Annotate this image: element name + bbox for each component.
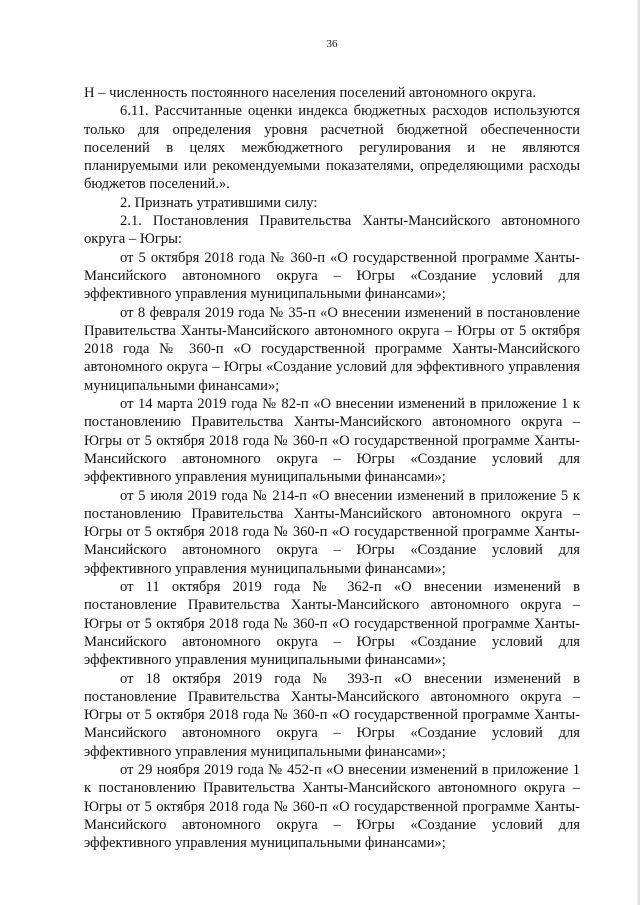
list-item-resolution-362p: от 11 октября 2019 года № 362-п «О внесении изменений в постановление Правительства Ханты-Мансийского автономного округа – Югры от 5 октября 2018 года № 360-п «О государственной программе Ханты-Мансийского автономного округа – Югры «Создание условий для эффективного управления муниципальными финансами»;: [84, 579, 580, 669]
list-item-resolution-35p: от 8 февраля 2019 года № 35-п «О внесении изменений в постановление Правительства Ханты-Мансийского автономного округа – Югры от 5 октября 2018 года № 360-п «О государственной программе Ханты-Мансийского автономного округа – Югры «Создание условий для эффективного управления муниципальными финансами»;: [84, 304, 580, 394]
paragraph-2-1: 2.1. Постановления Правительства Ханты-Мансийского автономного округа – Югры:: [84, 213, 580, 248]
list-item-resolution-452p: от 29 ноября 2019 года № 452-п «О внесении изменений в приложение 1 к постановлению Правительства Ханты-Мансийского автономного округа – Югры от 5 октября 2018 года № 360-п «О государственной программе Ханты-Мансийского автономного округа – Югры «Создание условий для эффективного управления муниципальными финансами»;: [84, 761, 580, 852]
paragraph-6-11: 6.11. Рассчитанные оценки индекса бюджетных расходов используются только для определения уровня расчетной бюджетной обеспеченности поселений в целях межбюджетного регулирования и не являются планируемыми или рекомендуемыми показателями, определяющими расходы бюджетов поселений.».: [84, 103, 580, 193]
list-item-resolution-393p: от 18 октября 2019 года № 393-п «О внесении изменений в постановление Правительства Ханты-Мансийского автономного округа – Югры от 5 октября 2018 года № 360-п «О государственной программе Ханты-Мансийского автономного округа – Югры «Создание условий для эффективного управления муниципальными финансами»;: [84, 670, 580, 760]
list-item-resolution-360p: от 5 октября 2018 года № 360-п «О государственной программе Ханты-Мансийского автономного округа – Югры «Создание условий для эффективного управления муниципальными финансами»;: [84, 249, 580, 303]
paragraph-population-definition: Н – численность постоянного населения поселений автономного округа.: [84, 85, 537, 101]
list-item-resolution-82p: от 14 марта 2019 года № 82-п «О внесении изменений в приложение 1 к постановлению Правительства Ханты-Мансийского автономного округа – Югры от 5 октября 2018 года № 360-п «О государственной программе Ханты-Мансийского автономного округа – Югры «Создание условий для эффективного управления муниципальными финансами»;: [84, 396, 580, 486]
page-number: 36: [326, 38, 338, 50]
paragraph-repeal-heading: 2. Признать утратившими силу:: [120, 194, 318, 211]
list-item-resolution-214p: от 5 июля 2019 года № 214-п «О внесении изменений в приложение 5 к постановлению Правительства Ханты-Мансийского автономного округа – Югры от 5 октября 2018 года № 360-п «О государственной программе Ханты-Мансийского автономного округа – Югры «Создание условий для эффективного управления муниципальными финансами»;: [84, 487, 580, 577]
document-body: [84, 84, 580, 852]
